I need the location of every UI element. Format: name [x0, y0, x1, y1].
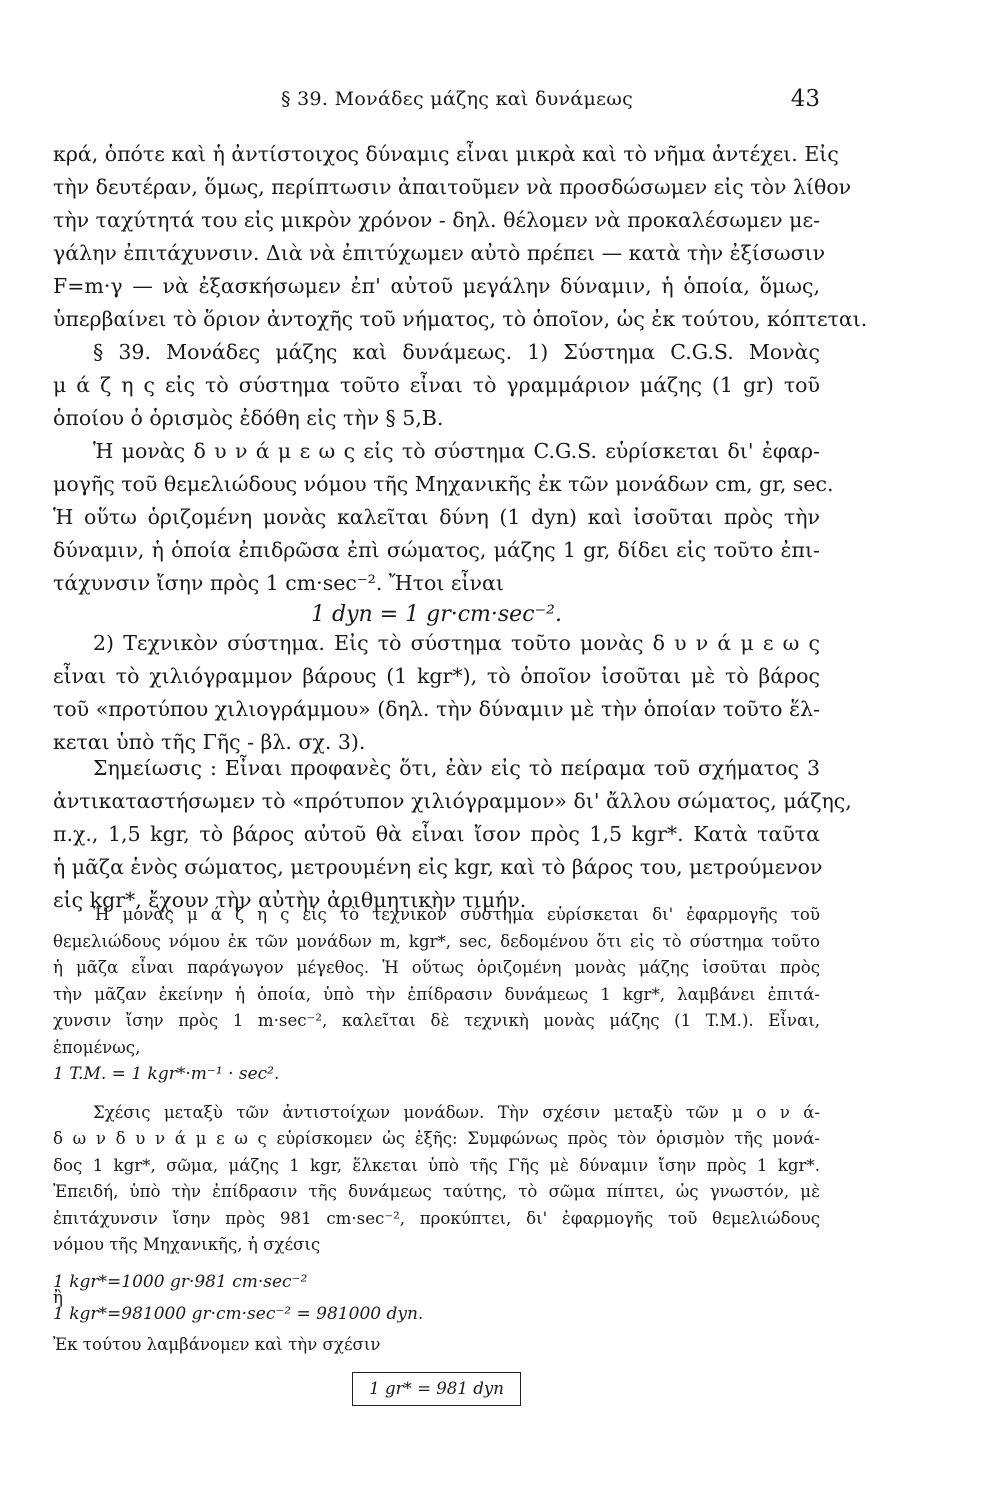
- text-line: δος 1 kgr*, σῶμα, μάζης 1 kgr, ἕλκεται ὑπὸ τῆς Γῆς μὲ δύναμιν ἴσην πρὸς 1 kgr*.: [53, 1155, 820, 1175]
- text-line: τάχυνσιν ἴσην πρὸς 1 cm·sec⁻². Ἤτοι εἶναι: [53, 571, 504, 595]
- text-line: εἰς kgr*, ἔχουν τὴν αὐτὴν ἀριθμητικὴν τιμήν.: [53, 888, 527, 912]
- text-line: τὴν ταχύτητά του εἰς μικρὸν χρόνον - δηλ. θέλομεν νὰ προκαλέσωμεν με-: [53, 208, 820, 232]
- text-line: ἀντικαταστήσωμεν τὸ «πρότυπον χιλιόγραμμον» δι' ἄλλου σώματος, μάζης,: [53, 789, 852, 813]
- text-line: ἡ μᾶζα εἶναι παράγωγον μέγεθος. Ἡ οὕτως ὁριζομένη μονὰς μάζης ἰσοῦται πρὸς: [53, 958, 820, 977]
- text-line: ὑπερβαίνει τὸ ὅριον ἀντοχῆς τοῦ νήματος, τὸ ὁποῖον, ὡς ἐκ τούτου, κόπτεται.: [53, 307, 868, 331]
- text-line: μ ά ζ η ς εἰς τὸ σύστημα τοῦτο εἶναι τὸ γραμμάριον μάζης (1 gr) τοῦ: [53, 373, 820, 397]
- text-line: F=m·γ — νὰ ἐξασκήσωμεν ἐπ' αὐτοῦ μεγάλην δύναμιν, ἡ ὁποία, ὅμως,: [53, 274, 820, 298]
- text-line: Ἡ οὕτω ὁριζομένη μονὰς καλεῖται δύνη (1 dyn) καὶ ἰσοῦται πρὸς τὴν: [53, 505, 820, 529]
- text-line: 2) Τεχνικὸν σύστημα. Εἰς τὸ σύστημα τοῦτο μονὰς δ υ ν ά μ ε ω ς: [93, 631, 820, 655]
- boxed-result: [53, 1372, 820, 1404]
- boxed-formula: 1 gr* = 981 dyn: [352, 1372, 521, 1406]
- text-line: Ἡ μονὰς μ ά ζ η ς εἰς τὸ τεχνικὸν σύστημα εὑρίσκεται δι' ἐφαρμογῆς τοῦ: [93, 905, 820, 924]
- text-line: π.χ., 1,5 kgr, τὸ βάρος αὐτοῦ θὰ εἶναι ἴσον πρὸς 1,5 kgr*. Κατὰ ταῦτα: [53, 822, 820, 846]
- text-line: τοῦ «προτύπου χιλιογράμμου» (δηλ. τὴν δύναμιν μὲ τὴν ὁποίαν τοῦτο ἕλ-: [53, 697, 820, 721]
- text-line: Σχέσις μεταξὺ τῶν ἀντιστοίχων μονάδων. Τὴν σχέσιν μεταξὺ τῶν μ ο ν ά-: [93, 1102, 820, 1122]
- page-header: [53, 88, 820, 118]
- text-line: Ἐπειδή, ὑπὸ τὴν ἐπίδρασιν τῆς δυνάμεως ταύτης, τὸ σῶμα πίπτει, ὡς γνωστόν, μὲ: [53, 1182, 820, 1201]
- formula-kgr-2: 1 kgr*=981000 gr·cm·sec⁻² = 981000 dyn.: [53, 1304, 424, 1324]
- text-line: γάλην ἐπιτάχυνσιν. Διὰ νὰ ἐπιτύχωμεν αὐτὸ πρέπει — κατὰ τὴν ἐξίσωσιν: [53, 241, 826, 265]
- text-line: δύναμιν, ἡ ὁποία ἐπιδρῶσα ἐπὶ σώματος, μάζης 1 gr, δίδει εἰς τοῦτο ἐπι-: [53, 538, 820, 562]
- text-line: εἶναι τὸ χιλιόγραμμον βάρους (1 kgr*), τὸ ὁποῖον ἰσοῦται μὲ τὸ βάρος: [53, 664, 820, 688]
- text-line: τὴν μᾶζαν ἐκείνην ἡ ὁποία, ὑπὸ τὴν ἐπίδρασιν δυνάμεως 1 kgr*, λαμβάνει ἐπιτά-: [53, 984, 820, 1004]
- text-line: Ἡ μονὰς δ υ ν ά μ ε ω ς εἰς τὸ σύστημα C.G.S. εὑρίσκεται δι' ἐφαρ-: [93, 439, 820, 463]
- text-line: μογῆς τοῦ θεμελιώδους νόμου τῆς Μηχανικῆς ἐκ τῶν μονάδων cm, gr, sec.: [53, 472, 834, 496]
- formula-dyn: 1 dyn = 1 gr·cm·sec⁻².: [311, 602, 562, 627]
- technical-system: [53, 627, 820, 759]
- main-text: [53, 138, 868, 336]
- running-title: § 39. Μονάδες μάζης καὶ δυνάμεως: [281, 88, 634, 110]
- text-line: ἑπομένως,: [53, 1037, 141, 1057]
- text-line: Σημείωσις : Εἶναι προφανὲς ὅτι, ἐὰν εἰς τὸ πείραμα τοῦ σχήματος 3: [93, 756, 820, 780]
- formula-kgr-1: 1 kgr*=1000 gr·981 cm·sec⁻²: [53, 1271, 308, 1292]
- page-number: 43: [790, 86, 820, 112]
- text-line: τὴν δευτέραν, ὅμως, περίπτωσιν ἀπαιτοῦμεν νὰ προσδώσωμεν εἰς τὸν λίθον: [53, 175, 852, 199]
- section-39: [53, 336, 834, 600]
- text-line: Ἐκ τούτου λαμβάνομεν καὶ τὴν σχέσιν: [53, 1334, 381, 1354]
- text-line: ἡ μᾶζα ἑνὸς σώματος, μετρουμένη εἰς kgr, καὶ τὸ βάρος του, μετρούμενον: [53, 855, 823, 879]
- text-line: χυνσιν ἴσην πρὸς 1 m·sec⁻², καλεῖται δὲ τεχνικὴ μονὰς μάζης (1 T.M.). Εἶναι,: [53, 1011, 820, 1030]
- or-text: ἢ: [53, 1288, 63, 1307]
- text-line: ὁποίου ὁ ὁρισμὸς ἐδόθη εἰς τὴν § 5,B.: [53, 406, 444, 430]
- text-line: κρά, ὁπότε καὶ ἡ ἀντίστοιχος δύναμις εἶναι μικρὰ καὶ τὸ νῆμα ἀντέχει. Εἰς: [53, 142, 839, 166]
- text-line: κεται ὑπὸ τῆς Γῆς - βλ. σχ. 3).: [53, 730, 366, 754]
- text-line: νόμου τῆς Μηχανικῆς, ἡ σχέσις: [53, 1235, 321, 1254]
- text-line: θεμελιώδους νόμου ἐκ τῶν μονάδων m, kgr*, sec, δεδομένου ὅτι εἰς τὸ σύστημα τοῦτο: [53, 931, 820, 951]
- small-print: [53, 902, 820, 1404]
- text-line: δ ω ν δ υ ν ά μ ε ω ς εὑρίσκομεν ὡς ἑξῆς: Συμφώνως πρὸς τὸν ὁρισμὸν τῆς μονά-: [53, 1129, 820, 1148]
- formula-tm: 1 T.M. = 1 kgr*·m⁻¹ · sec².: [53, 1064, 280, 1084]
- note-paragraph: [53, 752, 852, 917]
- text-line: ἐπιτάχυνσιν ἴσην πρὸς 981 cm·sec⁻², προκύπτει, δι' ἐφαρμογῆς τοῦ θεμελιώδους: [53, 1208, 820, 1228]
- section-heading-line: § 39. Μονάδες μάζης καὶ δυνάμεως. 1) Σύστημα C.G.S. Μονὰς: [93, 340, 820, 364]
